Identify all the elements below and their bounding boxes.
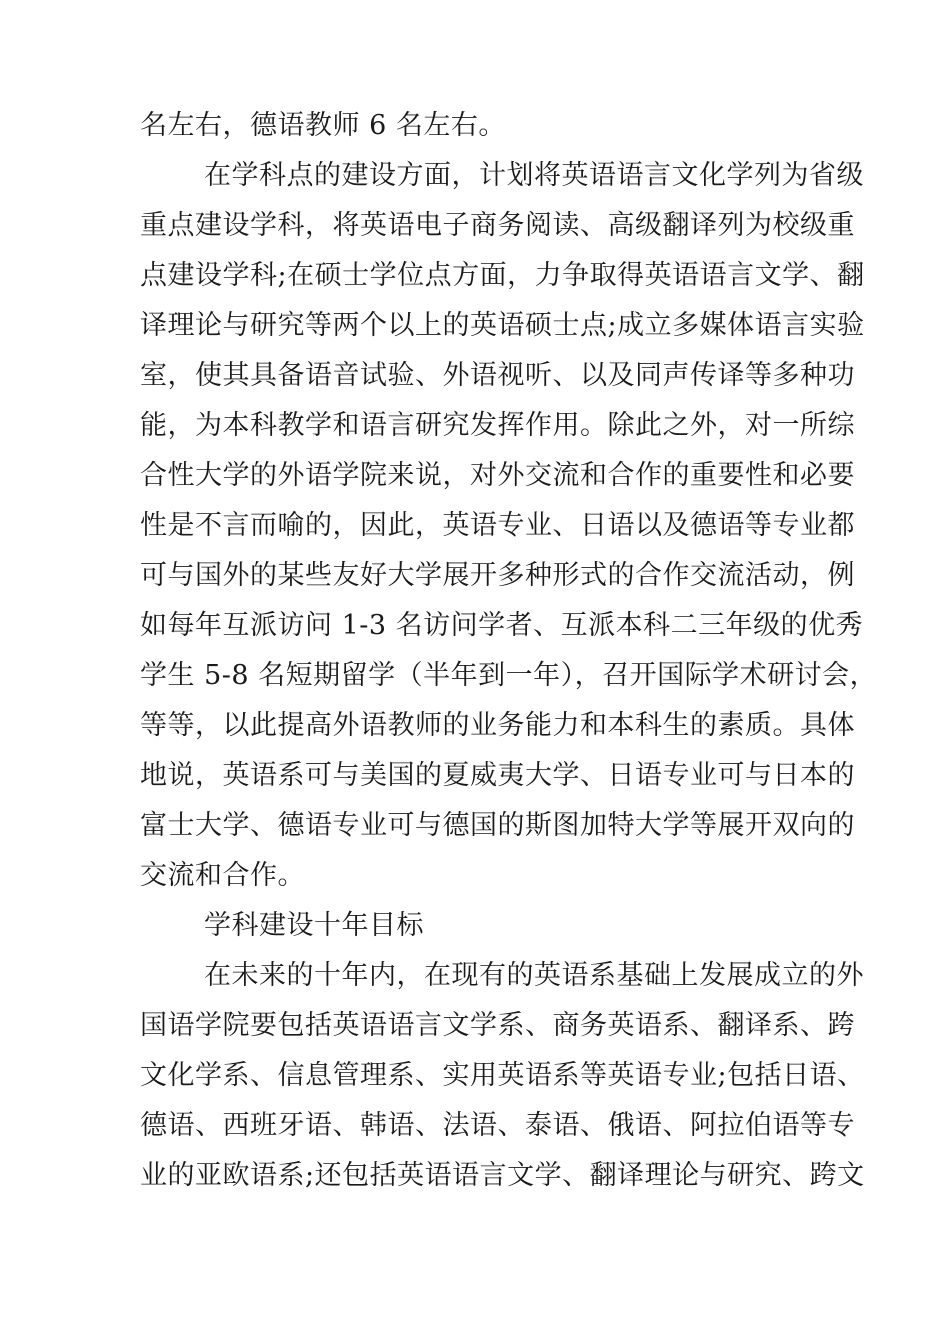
text-line: 重点建设学科，将英语电子商务阅读、高级翻译列为校级重 <box>140 210 855 241</box>
text-line: 交流和合作。 <box>140 860 305 891</box>
text-line: 名左右，德语教师 6 名左右。 <box>140 110 506 141</box>
text-line: 在学科点的建设方面，计划将英语语言文化学列为省级 <box>204 160 864 191</box>
text-line: 译理论与研究等两个以上的英语硕士点;成立多媒体语言实验 <box>140 310 865 341</box>
text-line: 等等，以此提高外语教师的业务能力和本科生的素质。具体 <box>140 710 855 741</box>
text-line: 如每年互派访问 1-3 名访问学者、互派本科二三年级的优秀 <box>140 610 864 641</box>
text-line: 地说，英语系可与美国的夏威夷大学、日语专业可与日本的 <box>140 760 855 791</box>
section-heading: 学科建设十年目标 <box>204 910 424 941</box>
text-line: 文化学系、信息管理系、实用英语系等英语专业;包括日语、 <box>140 1060 865 1091</box>
text-line: 能，为本科教学和语言研究发挥作用。除此之外，对一所综 <box>140 410 855 441</box>
text-line: 可与国外的某些友好大学展开多种形式的合作交流活动，例 <box>140 560 855 591</box>
text-line: 富士大学、德语专业可与德国的斯图加特大学等展开双向的 <box>140 810 855 841</box>
text-line: 室，使其具备语音试验、外语视听、以及同声传译等多种功 <box>140 360 855 391</box>
text-line: 国语学院要包括英语语言文学系、商务英语系、翻译系、跨 <box>140 1010 855 1041</box>
text-line: 业的亚欧语系;还包括英语语言文学、翻译理论与研究、跨文 <box>140 1160 865 1191</box>
text-line: 德语、西班牙语、韩语、法语、泰语、俄语、阿拉伯语等专 <box>140 1110 855 1141</box>
text-line: 在未来的十年内，在现有的英语系基础上发展成立的外 <box>204 960 864 991</box>
text-line: 点建设学科;在硕士学位点方面，力争取得英语语言文学、翻 <box>140 260 865 291</box>
text-line: 性是不言而喻的，因此，英语专业、日语以及德语等专业都 <box>140 510 855 541</box>
text-line: 合性大学的外语学院来说，对外交流和合作的重要性和必要 <box>140 460 855 491</box>
text-line: 学生 5-8 名短期留学（半年到一年），召开国际学术研讨会， <box>140 660 878 691</box>
